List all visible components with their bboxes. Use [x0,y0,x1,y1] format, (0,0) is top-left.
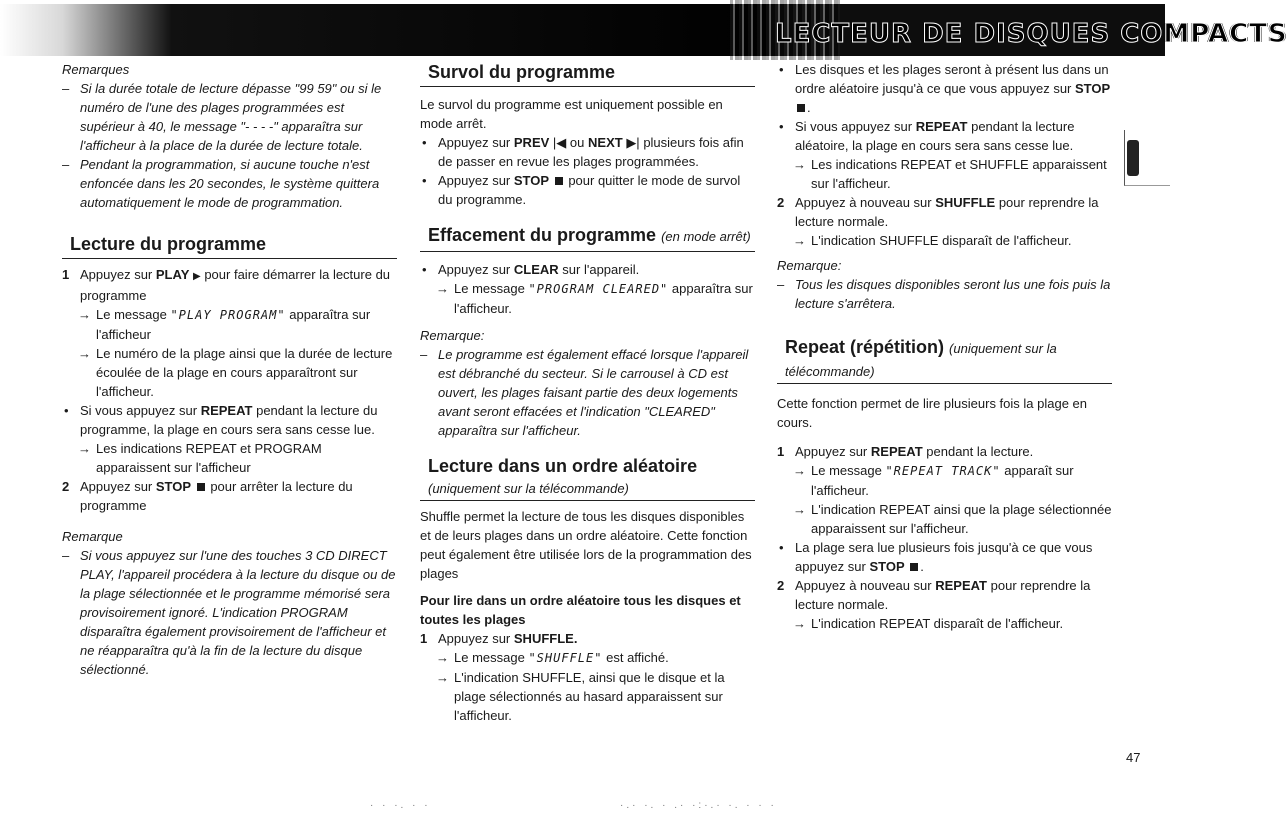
notes-list [62,79,397,212]
notes-list [777,275,1112,313]
step-2: 2 Appuyez sur STOP pour arrêter la lecture du programme [62,479,353,513]
bullet-item: • Si vous appuyez sur REPEAT pendant la lecture aléatoire, la plage en cours sera sans cesse lue. [777,117,1112,155]
bullet-item: • Les disques et les plages seront à présent lus dans un ordre aléatoire jusqu'à ce que vous appuyez sur STOP . [777,60,1112,117]
arrow-icon: → [78,346,91,361]
display-message: "PLAY PROGRAM" [170,308,286,322]
header-gradient [0,4,780,56]
bullet-item: • Si vous appuyez sur REPEAT pendant la lecture du programme, la plage en cours sera sans cesse lue. [62,401,397,439]
step-1: 1 Appuyez sur SHUFFLE. [420,631,578,646]
key-stop: STOP [1075,81,1111,96]
key-repeat: REPEAT [935,578,987,593]
key-next: NEXT [588,135,623,150]
arrow-icon: → [793,233,806,248]
page-number: 47 [1126,750,1141,765]
key-shuffle: SHUFFLE. [513,631,578,646]
result-item: → L'indication REPEAT ainsi que la plage sélectionnée apparaissent sur l'afficheur. [793,502,1112,536]
column-1 [62,60,397,679]
arrow-icon: → [78,307,91,322]
arrow-icon: → [793,616,806,631]
result-item: → Le message "REPEAT TRACK" apparaît sur l'afficheur. [793,463,1074,498]
key-stop: STOP [513,173,550,188]
paragraph: Shuffle permet la lecture de tous les disques disponibles et de leurs plages dans un ordre aléatoire. Cette fonction peut également être utilisée lors de la programmation des plages [420,509,752,581]
key-stop: STOP [155,479,192,494]
note-item: – Pendant la programmation, si aucune touche n'est enfoncée dans les 20 secondes, le système quittera automatiquement le mode de programmation. [62,155,397,212]
notes-title: Remarque: [777,258,842,273]
result-item: → Le numéro de la plage ainsi que la durée de lecture écoulée de la plage en cours apparaîtront sur l'afficheur. [78,346,393,399]
step-number: 1 [777,444,785,459]
section-title: LECTEUR DE DISQUES COMPACTS [775,19,1288,49]
stop-icon [555,177,563,185]
key-prev: PREV [513,135,550,150]
step-number: 2 [62,479,70,494]
result-item: → L'indication SHUFFLE, ainsi que le disque et la plage sélectionnés au hasard apparaissent sur l'afficheur. [436,670,725,723]
bullet-item: • Appuyez sur STOP pour quitter le mode de survol du programme. [420,171,755,209]
key-clear: CLEAR [513,262,559,277]
result-item: → Le message "SHUFFLE" est affiché. [436,650,669,665]
arrow-icon: → [78,441,91,456]
subheading: Pour lire dans un ordre aléatoire tous les disques et toutes les plages [420,593,741,627]
key-repeat: REPEAT [915,119,968,134]
step-1: 1 Appuyez sur PLAY ▶ pour faire démarrer la lecture du programme [62,267,391,303]
heading-survol: Survol du programme [420,60,755,87]
notes-title: Remarques [62,62,130,77]
note-item: – Tous les disques disponibles seront lus une fois puis la lecture s'arrêtera. [777,275,1112,313]
paragraph: Le survol du programme est uniquement possible en mode arrêt. [420,97,723,131]
bullet-item: • Appuyez sur CLEAR sur l'appareil. [420,260,755,279]
step-2: 2 Appuyez à nouveau sur SHUFFLE pour reprendre la lecture normale. [777,195,1099,229]
result-item: → L'indication SHUFFLE disparaît de l'afficheur. [793,233,1072,248]
heading-lecture-aleatoire: Lecture dans un ordre aléatoire [428,456,698,476]
play-icon: ▶ [193,271,201,282]
prev-icon: |◀ [552,135,567,150]
arrow-icon: → [793,502,806,517]
display-message: "REPEAT TRACK" [885,464,1001,478]
step-2: 2 Appuyez à nouveau sur REPEAT pour reprendre la lecture normale. [777,578,1091,612]
result-item: → Les indications REPEAT et PROGRAM apparaissent sur l'afficheur [78,441,322,475]
arrow-icon: → [793,157,806,172]
notes-list [420,345,755,440]
heading-effacement: Effacement du programme (en mode arrêt) [420,223,755,252]
result-item: → Le message "PLAY PROGRAM" apparaîtra sur l'afficheur [78,307,371,342]
side-tab-block [1127,140,1139,176]
display-message: "SHUFFLE" [528,651,603,665]
heading-subtitle: (uniquement sur la télécommande) [420,478,755,501]
result-item: → Les indications REPEAT et SHUFFLE apparaissent sur l'afficheur. [793,157,1107,191]
header-bar [0,0,1288,60]
step-number: 2 [777,195,785,210]
arrow-icon: → [793,463,806,478]
key-stop: STOP [869,559,905,574]
step-number: 1 [62,267,70,282]
key-shuffle: SHUFFLE [935,195,996,210]
arrow-icon: → [436,650,449,665]
note-item: – Si la durée totale de lecture dépasse "99 59" ou si le numéro de l'une des plages programmées est supérieur à 40, le message "- - - -" apparaîtra sur l'afficheur à la place de la durée de lecture totale. [62,79,397,155]
side-tab-marker [1124,130,1170,186]
stop-icon [197,483,205,491]
stop-icon [797,104,805,112]
bullet-item: • La plage sera lue plusieurs fois jusqu'à ce que vous appuyez sur STOP . [777,538,1112,576]
step-number: 2 [777,578,785,593]
result-item: → L'indication REPEAT disparaît de l'afficheur. [793,616,1064,631]
result-item: → Le message "PROGRAM CLEARED" apparaîtra sur l'afficheur. [436,281,753,316]
scan-noise: · · ·. · · [370,800,431,811]
paragraph: Cette fonction permet de lire plusieurs fois la plage en cours. [777,396,1088,430]
arrow-icon: → [436,670,449,685]
key-repeat: REPEAT [200,403,253,418]
step-number: 1 [420,631,428,646]
notes-title: Remarque [62,529,123,544]
notes-title: Remarque: [420,328,485,343]
scan-noise: ·.· ·. · .· ·:·.· ·. · · · [620,800,777,811]
arrow-icon: → [436,281,449,296]
heading-subtitle: télécommande) [777,361,1112,384]
stop-icon [910,563,918,571]
heading-repeat: Repeat (répétition) (uniquement sur la [785,337,1057,357]
heading-lecture-du-programme: Lecture du programme [62,232,397,259]
notes-list [62,546,397,679]
key-repeat: REPEAT [870,444,923,459]
step-1: 1 Appuyez sur REPEAT pendant la lecture. [777,444,1034,459]
display-message: "PROGRAM CLEARED" [528,282,669,296]
column-2 [420,60,755,725]
bullet-item: • Appuyez sur PREV |◀ ou NEXT ▶| plusieurs fois afin de passer en revue les plages programmées. [420,133,755,171]
key-play: PLAY [155,267,190,282]
column-3 [777,60,1112,633]
note-item: – Le programme est également effacé lorsque l'appareil est débranché du secteur. Si le carrousel à CD est ouvert, les plages faisant partie des deux logements avant seront effacées et l'indication "CLEARED" apparaîtra sur l'afficheur. [420,345,755,440]
note-item: – Si vous appuyez sur l'une des touches 3 CD DIRECT PLAY, l'appareil procédera à la lecture du disque ou de la plage sélectionnée et le programme mémorisé sera provisoirement ignoré. L'indication PROGRAM disparaîtra également provisoirement de l'afficheur et ne réapparaîtra qu'à la fin de la lecture du disque sélectionné. [62,546,397,679]
next-icon: ▶| [626,135,640,150]
